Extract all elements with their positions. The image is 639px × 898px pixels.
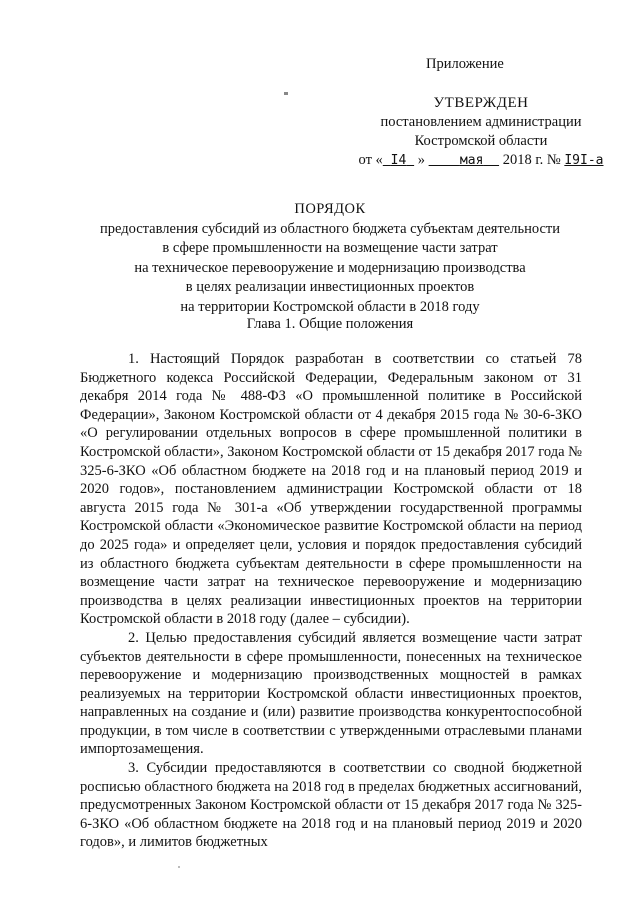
approval-line-1: постановлением администрации <box>380 114 582 130</box>
date-prefix: от « <box>358 152 383 168</box>
approval-date-line <box>350 151 612 170</box>
title-line: в целях реализации инвестиционных проектов <box>185 279 475 295</box>
title-line: на территории Костромской области в 2018 году <box>180 298 480 315</box>
scan-speck <box>178 866 180 868</box>
paragraph: 2. Целью предоставления субсидий является возмещение части затрат субъектов деятельности в сфере промышленности, понесенных на техническое перевооружение и модернизацию производственных мощностей в рамках реализуемых на территории Костромской области инвестиционных проектов, направленных на создание и (или) развитие производства конкурентоспособной продукции, в том числе в соответствии с утвержденными отраслевыми планами импортозамещения. <box>80 629 582 758</box>
document-title: ПОРЯДОК <box>294 201 366 217</box>
approval-line-2: Костромской области <box>414 133 548 149</box>
title-line: на техническое перевооружение и модернизацию производства <box>134 259 526 276</box>
paragraph: 3. Субсидии предоставляются в соответствии со сводной бюджетной росписью областного бюджета на 2018 год в пределах бюджетных ассигнований, предусмотренных Законом Костромской области от 15 декабря 2017 года № 325-6-ЗКО «Об областном бюджете на 2018 год и на плановый период 2019 и 2020 годов», и лимитов бюджетных <box>80 760 582 851</box>
approved-title: УТВЕРЖДЕН <box>433 95 529 111</box>
title-line: в сфере промышленности на возмещение части затрат <box>162 240 498 256</box>
decree-number: I9I-а <box>564 153 604 168</box>
scan-speck <box>284 92 288 95</box>
document-body <box>80 350 582 852</box>
date-year-number: 2018 г. № <box>502 152 561 168</box>
date-day: I4 <box>390 153 407 168</box>
paragraph: 1. Настоящий Порядок разработан в соответствии со статьей 78 Бюджетного кодекса Российской Федерации, Федеральным законом от 31 декабря 2014 года № 488-ФЗ «О промышленной политике в Российской Федерации», Законом Костромской области от 4 декабря 2015 года № 30-6-ЗКО «О регулировании отдельных вопросов в сфере промышленной политики в Костромской области», Законом Костромской области от 15 декабря 2017 года № 325-6-ЗКО «Об областном бюджете на 2018 год и на плановый период 2019 и 2020 годов», постановлением администрации Костромской области от 18 августа 2015 года № 301-а «Об утверждении государственной программы Костромской области «Экономическое развитие Костромской области на период до 2025 года» и определяет цели, условия и порядок предоставления субсидий из областного бюджета субъектам деятельности в сфере промышленности на возмещение части затрат на техническое перевооружение и модернизацию производства в целях реализации инвестиционных проектов на территории Костромской области в 2018 году (далее – субсидии). <box>80 351 582 628</box>
document-title-block <box>60 200 600 317</box>
date-month: мая <box>459 153 484 168</box>
appendix-label: Приложение <box>426 56 504 72</box>
date-quote-close: » <box>417 152 425 168</box>
approval-block <box>350 94 612 170</box>
chapter-heading: Глава 1. Общие положения <box>246 316 414 332</box>
title-line: предоставления субсидий из областного бюджета субъектам деятельности <box>99 220 560 237</box>
